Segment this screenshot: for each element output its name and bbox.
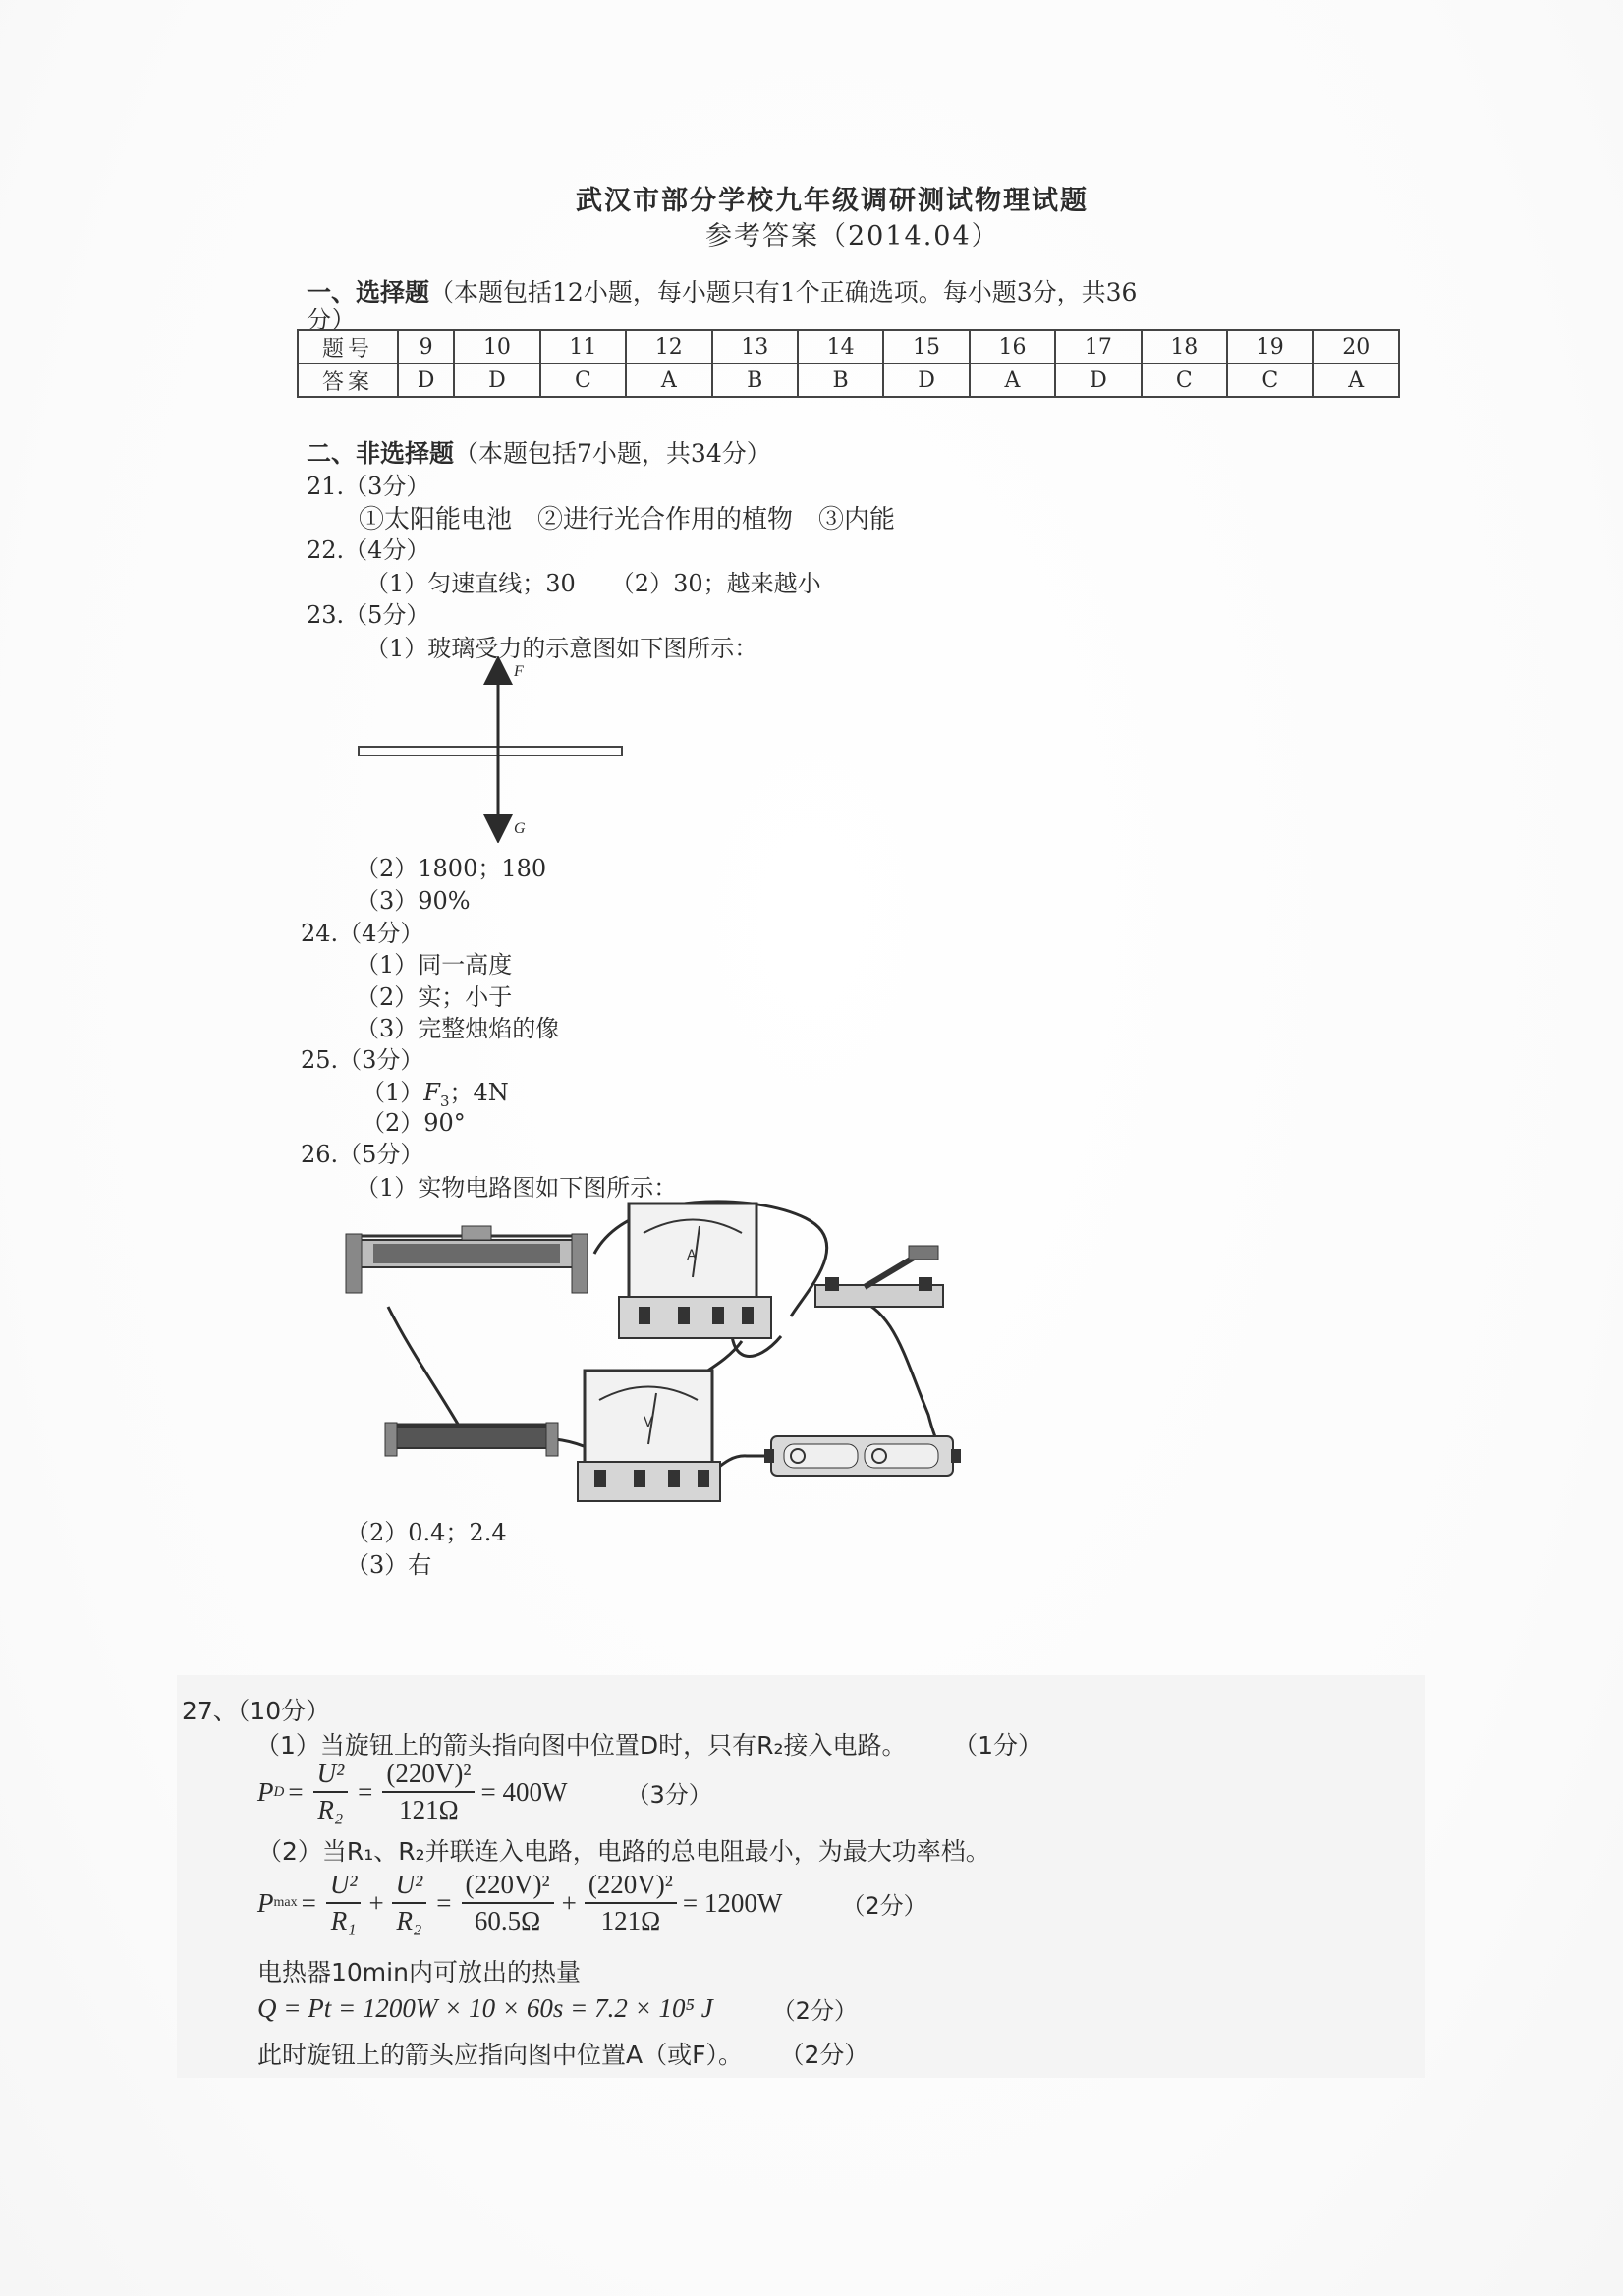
eq2-result: = 1200W (682, 1887, 783, 1918)
table-cell: C (1227, 364, 1313, 397)
q27-line-4-score: （2分） (791, 2041, 869, 2069)
battery-holder (764, 1436, 961, 1476)
q27-equation-2: P max = $\frac{\text{U²}}{\text{R₁}}$ + $\frac{\text{U²}}{\text{R₂}}$ = $\frac{\text{(220V)²}}{60.5\Omega}$ + $\frac{\text{(220V)²}}{121\Omega}$ = 1200W （2分） (257, 1870, 927, 1935)
fraction-numerator: U² (313, 1759, 349, 1793)
switch (815, 1246, 943, 1307)
glass-plate (359, 747, 622, 756)
eq1-lhs-sub: D (273, 1783, 285, 1800)
table-cell: A (970, 364, 1055, 397)
q24-answer-3: （3）完整烛焰的像 (356, 1015, 560, 1042)
q27-label: 27、（10分） (182, 1697, 331, 1725)
table-cell: 17 (1055, 330, 1141, 364)
q26-answer-1: （1）实物电路图如下图所示： (356, 1174, 678, 1202)
table-row-answers (298, 364, 1399, 397)
q27-line-3: 电热器10min内可放出的热量 (257, 1958, 581, 1987)
q25-answer-2: （2）90° (362, 1109, 466, 1137)
q27-line-4-text: 此时旋钮上的箭头应指向图中位置A（或F）。 (257, 2041, 743, 2069)
eq2-lhs-sub: max (273, 1895, 298, 1910)
table-cell: A (1313, 364, 1399, 397)
q26-answer-2: （2）0.4；2.4 (346, 1519, 507, 1546)
q25-label: 25.（3分） (301, 1046, 424, 1074)
fraction-denominator: R₁ (330, 1906, 357, 1935)
q26-answer-3: （3）右 (346, 1551, 432, 1579)
table-row-numbers (298, 330, 1399, 364)
ammeter-symbol: A (687, 1248, 697, 1263)
eq1-fraction-1 (313, 1759, 349, 1825)
q25-a1-var: F (423, 1079, 440, 1106)
q22-answer: （1）匀速直线；30 （2）30；越来越小 (365, 570, 821, 597)
voltmeter (578, 1371, 720, 1501)
q22-label: 22.（4分） (307, 536, 430, 564)
section1-desc-cont: 分） (307, 306, 357, 334)
table-cell: D (454, 364, 539, 397)
table-cell: B (798, 364, 883, 397)
section1-heading (307, 273, 1137, 308)
table-cell: D (1055, 364, 1141, 397)
eq1-lhs: P (257, 1776, 274, 1807)
table-cell: 20 (1313, 330, 1399, 364)
fraction-numerator: (220V)² (382, 1759, 475, 1793)
table-header-cell: 答案 (298, 364, 398, 397)
fraction-numerator: (220V)² (462, 1870, 554, 1904)
table-cell: 11 (540, 330, 626, 364)
q24-answer-1: （1）同一高度 (356, 951, 513, 979)
q23-answer-2: （2）1800；180 (356, 855, 547, 882)
force-diagram (349, 656, 634, 843)
eq2-score: （2分） (841, 1891, 927, 1920)
q27-equation-3 (257, 1991, 858, 2026)
table-cell: 10 (454, 330, 539, 364)
eq1-score: （3分） (626, 1780, 712, 1809)
table-cell: 14 (798, 330, 883, 364)
table-cell: 12 (626, 330, 711, 364)
rheostat-top (346, 1226, 588, 1293)
answer-table (297, 329, 1400, 398)
table-cell: 13 (712, 330, 798, 364)
q27-line-1-text: （1）当旋钮上的箭头指向图中位置D时，只有R₂接入电路。 (255, 1731, 907, 1760)
q25-a1-prefix: （1） (362, 1079, 424, 1106)
page-title: 武汉市部分学校九年级调研测试物理试题 (576, 186, 1089, 216)
table-cell: 9 (398, 330, 454, 364)
section2-desc: （本题包括7小题，共34分） (454, 439, 771, 468)
table-cell: C (540, 364, 626, 397)
eq2-fraction-4 (585, 1870, 677, 1936)
force-label-g: G (514, 820, 526, 837)
table-cell: 18 (1142, 330, 1227, 364)
q27-line-1-score: （1分） (965, 1731, 1042, 1760)
page-subtitle: 参考答案（2014.04） (705, 221, 1000, 252)
fraction-denominator: R₂ (396, 1906, 422, 1935)
q21-label: 21.（3分） (307, 473, 430, 500)
table-header-cell: 题号 (298, 330, 398, 364)
fraction-numerator: (220V)² (585, 1870, 677, 1904)
table-cell: 16 (970, 330, 1055, 364)
q26-label: 26.（5分） (301, 1141, 424, 1168)
fraction-denominator: R₂ (317, 1795, 344, 1824)
rheostat-bottom (385, 1423, 558, 1456)
q25-a1-sub: 3 (439, 1092, 450, 1110)
fraction-denominator: 121Ω (600, 1906, 661, 1935)
fraction-denominator: 121Ω (399, 1795, 459, 1824)
section2-heading (307, 434, 771, 470)
table-cell: A (626, 364, 711, 397)
fraction-denominator: 60.5Ω (474, 1906, 541, 1935)
table-cell: C (1142, 364, 1227, 397)
table-cell: D (398, 364, 454, 397)
eq2-fraction-3 (462, 1870, 554, 1936)
q27-line-4 (257, 2036, 868, 2071)
table-cell: 19 (1227, 330, 1313, 364)
force-label-f: F (514, 663, 524, 680)
voltmeter-symbol: V (644, 1415, 653, 1430)
section1-title: 一、选择题 (307, 278, 430, 307)
q23-answer-1: （1）玻璃受力的示意图如下图所示： (365, 635, 758, 662)
eq3-text: Q = Pt = 1200W × 10 × 60s = 7.2 × 10⁵ J (257, 1993, 713, 2023)
q25-a1-rest: ；4N (449, 1079, 509, 1106)
eq2-fraction-2 (392, 1870, 427, 1936)
q23-answer-3: （3）90% (356, 887, 471, 915)
eq1-fraction-2 (382, 1759, 475, 1825)
q23-label: 23.（5分） (307, 601, 430, 629)
q21-answer: ①太阳能电池 ②进行光合作用的植物 ③内能 (359, 505, 896, 534)
eq2-lhs: P (257, 1887, 274, 1918)
table-cell: B (712, 364, 798, 397)
table-cell: D (883, 364, 969, 397)
fraction-numerator: U² (392, 1870, 427, 1904)
section1-desc: （本题包括12小题，每小题只有1个正确选项。每小题3分，共36 (429, 278, 1138, 307)
table-cell: 15 (883, 330, 969, 364)
q27-equation-1: P D = $\frac{\text{U²}}{\text{R₂}}$ = $\frac{\text{(220V)²}}{121\Omega}$ = 400W （3分） (257, 1759, 712, 1824)
circuit-diagram (344, 1199, 992, 1513)
eq2-fraction-1 (326, 1870, 362, 1936)
q24-answer-2: （2）实；小于 (356, 983, 513, 1011)
eq1-result: = 400W (480, 1776, 568, 1807)
fraction-numerator: U² (326, 1870, 362, 1904)
section2-title: 二、非选择题 (307, 439, 455, 468)
q27-line-2: （2）当R₁、R₂并联连入电路，电路的总电阻最小，为最大功率档。 (257, 1837, 990, 1866)
ammeter (619, 1204, 771, 1338)
eq3-score: （2分） (771, 1997, 858, 2025)
q24-label: 24.（4分） (301, 920, 424, 947)
q27-line-1 (255, 1726, 1042, 1762)
